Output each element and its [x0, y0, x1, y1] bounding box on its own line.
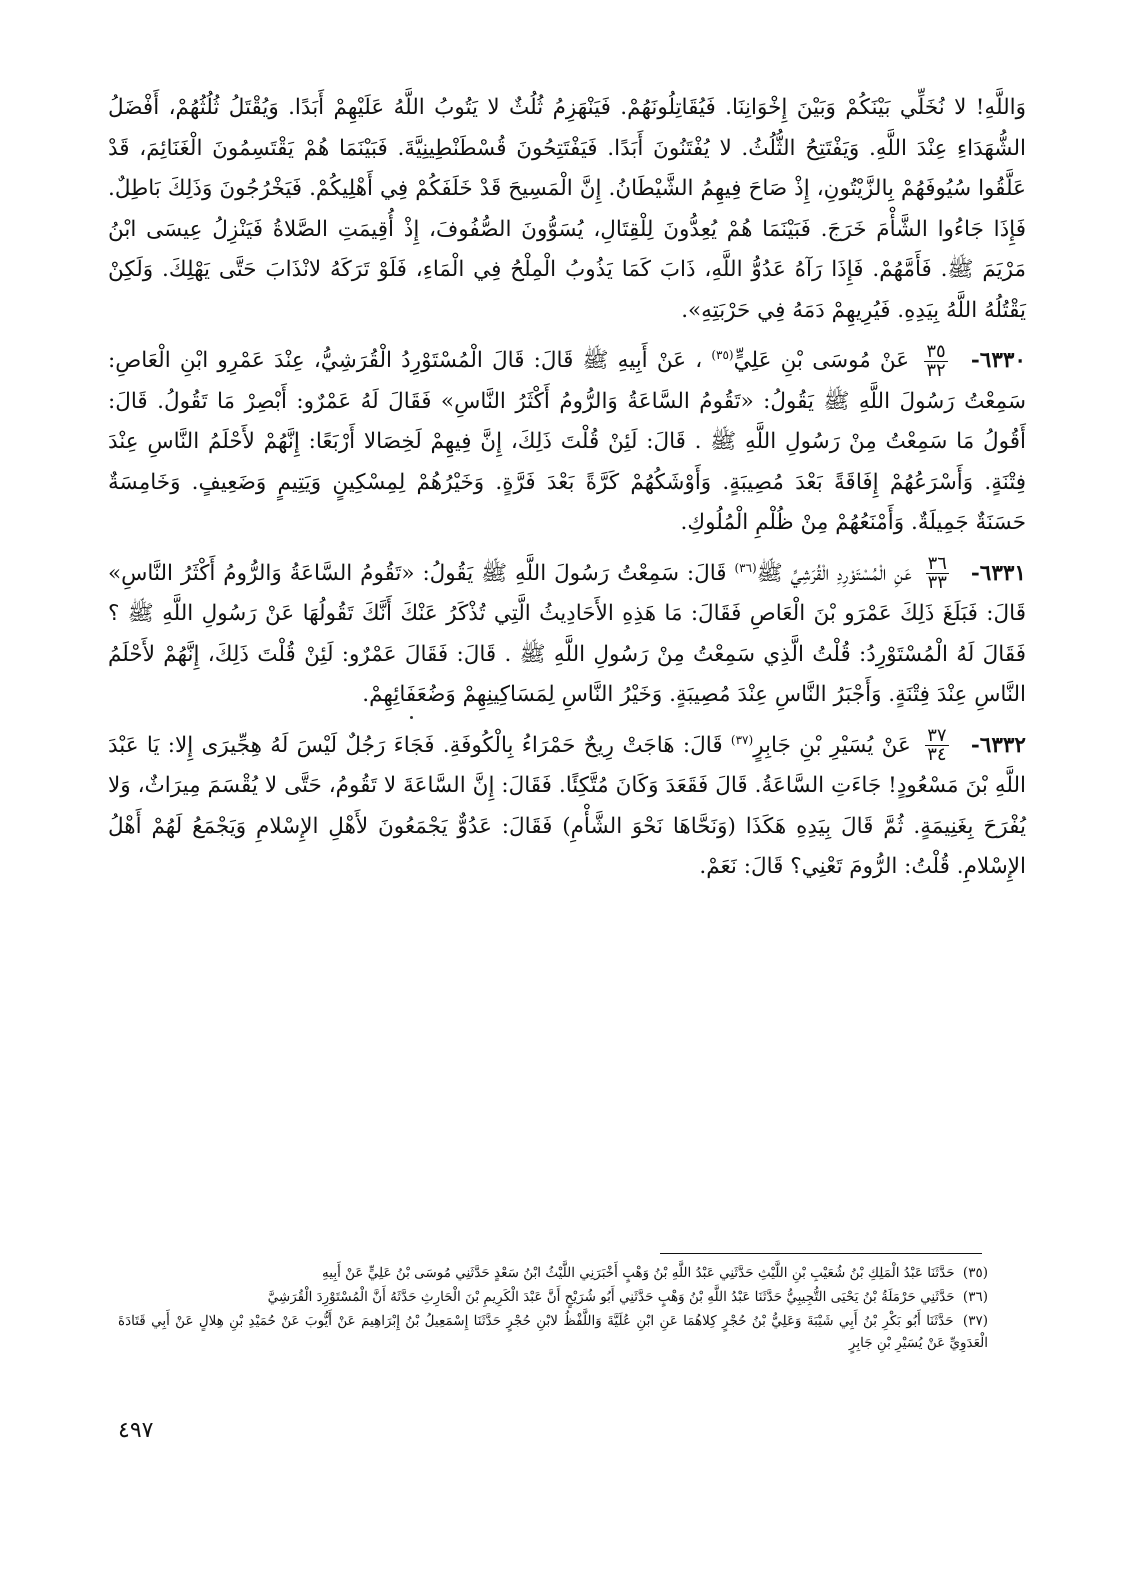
paragraph-continuation: [108, 88, 1026, 331]
footnote-35: [118, 1262, 988, 1284]
hadith-fraction: [924, 340, 947, 381]
hadith-text: قَالَ: هَاجَتْ رِيحٌ حَمْرَاءُ بِالْكُوفَةِ. فَجَاءَ رَجُلٌ لَيْسَ لَهُ هِجِّيرَى إِلا: يَا عَبْدَ اللَّهِ بْنَ مَسْعُودٍ! جَاءَتِ السَّاعَةُ. قَالَ فَقَعَدَ وَكَانَ مُتَّكِئًا. فَقَالَ: إِنَّ السَّاعَةَ لا تَقُومُ، حَتَّى لا يُقْسَمَ مِيرَاثٌ، وَلا يُفْرَحَ بِغَنِيمَةٍ. ثُمَّ قَالَ بِيَدِهِ هَكَذَا (وَنَحَّاهَا نَحْوَ الشَّأْمِ) فَقَالَ: عَدُوٌّ يَجْمَعُونَ لأَهْلِ الإِسْلامِ وَيَجْمَعُ لَهُمْ أَهْلُ الإِسْلامِ. قُلْتُ: الرُّومَ تَعْنِي؟ قَالَ: نَعَمْ.: [108, 732, 1026, 879]
footnote-text: حَدَّثَنَا أَبُو بَكْرِ بْنُ أَبِي شَيْبَةَ وَعَلِيُّ بْنُ حُجْرٍ كِلاهُمَا عَنِ ابْنِ عُلَيَّةَ وَاللَّفْظُ لابْنِ حُجْرٍ حَدَّثَنَا إِسْمَعِيلُ بْنُ إِبْرَاهِيمَ عَنْ أَيُّوبَ عَنْ حُمَيْدِ بْنِ هِلالٍ عَنْ أَبِي قَتَادَةَ الْعَدَوِيِّ عَنْ يُسَيْرِ بْنِ جَابِرٍ: [118, 1313, 988, 1351]
hadith-number: ٦٣٣١-: [970, 560, 1026, 586]
footnote-text: حَدَّثَنِي حَرْمَلَةُ بْنُ يَحْيَى التُّجِيبِيُّ حَدَّثَنَا عَبْدُ اللَّهِ بْنُ وَهْبٍ حَدَّثَنِي أَبُو شُرَيْحٍ أَنَّ عَبْدَ الْكَرِيمِ بْنَ الْحَارِثِ حَدَّثَهُ أَنَّ الْمُسْتَوْرِدَ الْقُرَشِيَّ: [267, 1289, 955, 1305]
footnote-reference: (٣٥): [711, 347, 734, 362]
footnote-36: [118, 1286, 988, 1308]
footnote-reference: (٣٧): [730, 732, 754, 747]
hadith-text-start: عَنْ يُسَيْرِ بْنِ جَابِرٍ: [753, 732, 911, 758]
fraction-denominator: ٣٢: [926, 359, 946, 381]
hadith-text-start: عَنِ الْمُسْتَوْرِدِ الْقُرَشِيِّ ﷺ: [756, 560, 912, 586]
footnote-number: (٣٦): [962, 1289, 988, 1305]
fraction-numerator: ٣٧: [927, 725, 947, 746]
hadith-6330: [108, 341, 1026, 544]
hadith-6332: [108, 726, 1026, 888]
paragraph-text: وَاللَّهِ! لا نُخَلِّي بَيْنَكُمْ وَبَيْنَ إِخْوَانِنَا. فَيُقَاتِلُونَهُمْ. فَيَنْهَزِمُ ثُلُثٌ لا يَتُوبُ اللَّهُ عَلَيْهِمْ أَبَدًا. وَيُقْتَلُ ثُلُثُهُمْ، أَفْضَلُ الشُّهَدَاءِ عِنْدَ اللَّهِ. وَيَفْتَتِحُ الثُّلُثُ. لا يُفْتَنُونَ أَبَدًا. فَيَفْتَتِحُونَ قُسْطَنْطِينِيَّةَ. فَبَيْنَمَا هُمْ يَقْتَسِمُونَ الْغَنَائِمَ، قَدْ عَلَّقُوا سُيُوفَهُمْ بِالزَّيْتُونِ، إِذْ صَاحَ فِيهِمُ الشَّيْطَانُ. إِنَّ الْمَسِيحَ قَدْ خَلَفَكُمْ فِي أَهْلِيكُمْ. فَيَخْرُجُونَ وَذَلِكَ بَاطِلٌ. فَإِذَا جَاءُوا الشَّأْمَ خَرَجَ. فَبَيْنَمَا هُمْ يُعِدُّونَ لِلْقِتَالِ، يُسَوُّونَ الصُّفُوفَ، إِذْ أُقِيمَتِ الصَّلاةُ فَيَنْزِلُ عِيسَى ابْنُ مَرْيَمَ ﷺ. فَأَمَّهُمْ. فَإِذَا رَآهُ عَدُوُّ اللَّهِ، ذَابَ كَمَا يَذُوبُ الْمِلْحُ فِي الْمَاءِ، فَلَوْ تَرَكَهُ لانْذَابَ حَتَّى يَهْلِكَ. وَلَكِنْ يَقْتُلُهُ اللَّهُ بِيَدِهِ. فَيُرِيهِمْ دَمَهُ فِي حَرْبَتِهِ».: [108, 95, 1026, 323]
footnote-37: [118, 1310, 988, 1354]
fraction-denominator: ٣٤: [927, 744, 947, 765]
fraction-denominator: ٣٣: [927, 572, 947, 593]
footnotes: [118, 1262, 988, 1356]
stray-dot: [410, 716, 413, 719]
fraction-numerator: ٣٥: [926, 340, 946, 362]
hadith-text: قَالَ: سَمِعْتُ رَسُولَ اللَّهِ ﷺ يَقُولُ: «تَقُومُ السَّاعَةُ وَالرُّومُ أَكْثَرُ النَّاسِ» قَالَ: فَبَلَغَ ذَلِكَ عَمْرَو بْنَ الْعَاصِ فَقَالَ: مَا هَذِهِ الأَحَادِيثُ الَّتِي تُذْكَرُ عَنْكَ أَنَّكَ تَقُولُهَا عَنْ رَسُولِ اللَّهِ ﷺ ؟ فَقَالَ لَهُ الْمُسْتَوْرِدُ: قُلْتُ الَّذِي سَمِعْتُ مِنْ رَسُولِ اللَّهِ ﷺ . قَالَ: فَقَالَ عَمْرٌو: لَئِنْ قُلْتَ ذَلِكَ، إِنَّهُمْ لأَحْلَمُ النَّاسِ عِنْدَ فِتْنَةٍ. وَأَجْبَرُ النَّاسِ عِنْدَ مُصِيبَةٍ. وَخَيْرُ النَّاسِ لِمَسَاكِينِهِمْ وَضُعَفَائِهِمْ.: [108, 560, 1026, 707]
page-number: ٤٩٧: [118, 1418, 154, 1443]
hadith-number: ٦٣٣٠-: [970, 348, 1026, 373]
hadith-number: ٦٣٣٢-: [970, 732, 1026, 758]
footnote-text: حَدَّثَنَا عَبْدُ الْمَلِكِ بْنُ شُعَيْبِ بْنِ اللَّيْثِ حَدَّثَنِي عَبْدُ اللَّهِ بْنُ وَهْبٍ أَخْبَرَنِي اللَّيْثُ ابْنُ سَعْدٍ حَدَّثَنِي مُوسَى بْنُ عَلِيٍّ عَنْ أَبِيهِ: [322, 1265, 955, 1281]
main-text: [108, 88, 1026, 898]
footnote-reference: (٣٦): [734, 560, 757, 575]
footnote-number: (٣٥): [962, 1265, 988, 1281]
hadith-fraction: [926, 555, 949, 592]
hadith-fraction: [925, 727, 948, 764]
hadith-text-start: عَنْ مُوسَى بْنِ عَلِيٍّ: [733, 348, 910, 373]
fraction-numerator: ٣٦: [927, 553, 947, 574]
hadith-text: ، عَنْ أَبِيهِ ﷺ قَالَ: قَالَ الْمُسْتَوْرِدُ الْقُرَشِيُّ، عِنْدَ عَمْرِو ابْنِ الْعَاصِ: سَمِعْتُ رَسُولَ اللَّهِ ﷺ يَقُولُ: «تَقُومُ السَّاعَةُ وَالرُّومُ أَكْثَرُ النَّاسِ» فَقَالَ لَهُ عَمْرٌو: أَبْصِرْ مَا تَقُولُ. قَالَ: أَقُولُ مَا سَمِعْتُ مِنْ رَسُولِ اللَّهِ ﷺ . قَالَ: لَئِنْ قُلْتَ ذَلِكَ، إِنَّ فِيهِمْ لَخِصَالا أَرْبَعًا: إِنَّهُمْ لأَحْلَمُ النَّاسِ عِنْدَ فِتْنَةٍ. وَأَسْرَعُهُمْ إِفَاقَةً بَعْدَ مُصِيبَةٍ. وَأَوْشَكُهُمْ كَرَّةً بَعْدَ فَرَّةٍ. وَخَيْرُهُمْ لِمِسْكِينٍ وَيَتِيمٍ وَضَعِيفٍ. وَخَامِسَةٌ حَسَنَةٌ جَمِيلَةٌ. وَأَمْنَعُهُمْ مِنْ ظُلْمِ الْمُلُوكِ.: [108, 348, 1026, 535]
hadith-6331: [108, 554, 1026, 716]
footnote-number: (٣٧): [962, 1313, 988, 1329]
footnote-divider: [660, 1253, 982, 1254]
